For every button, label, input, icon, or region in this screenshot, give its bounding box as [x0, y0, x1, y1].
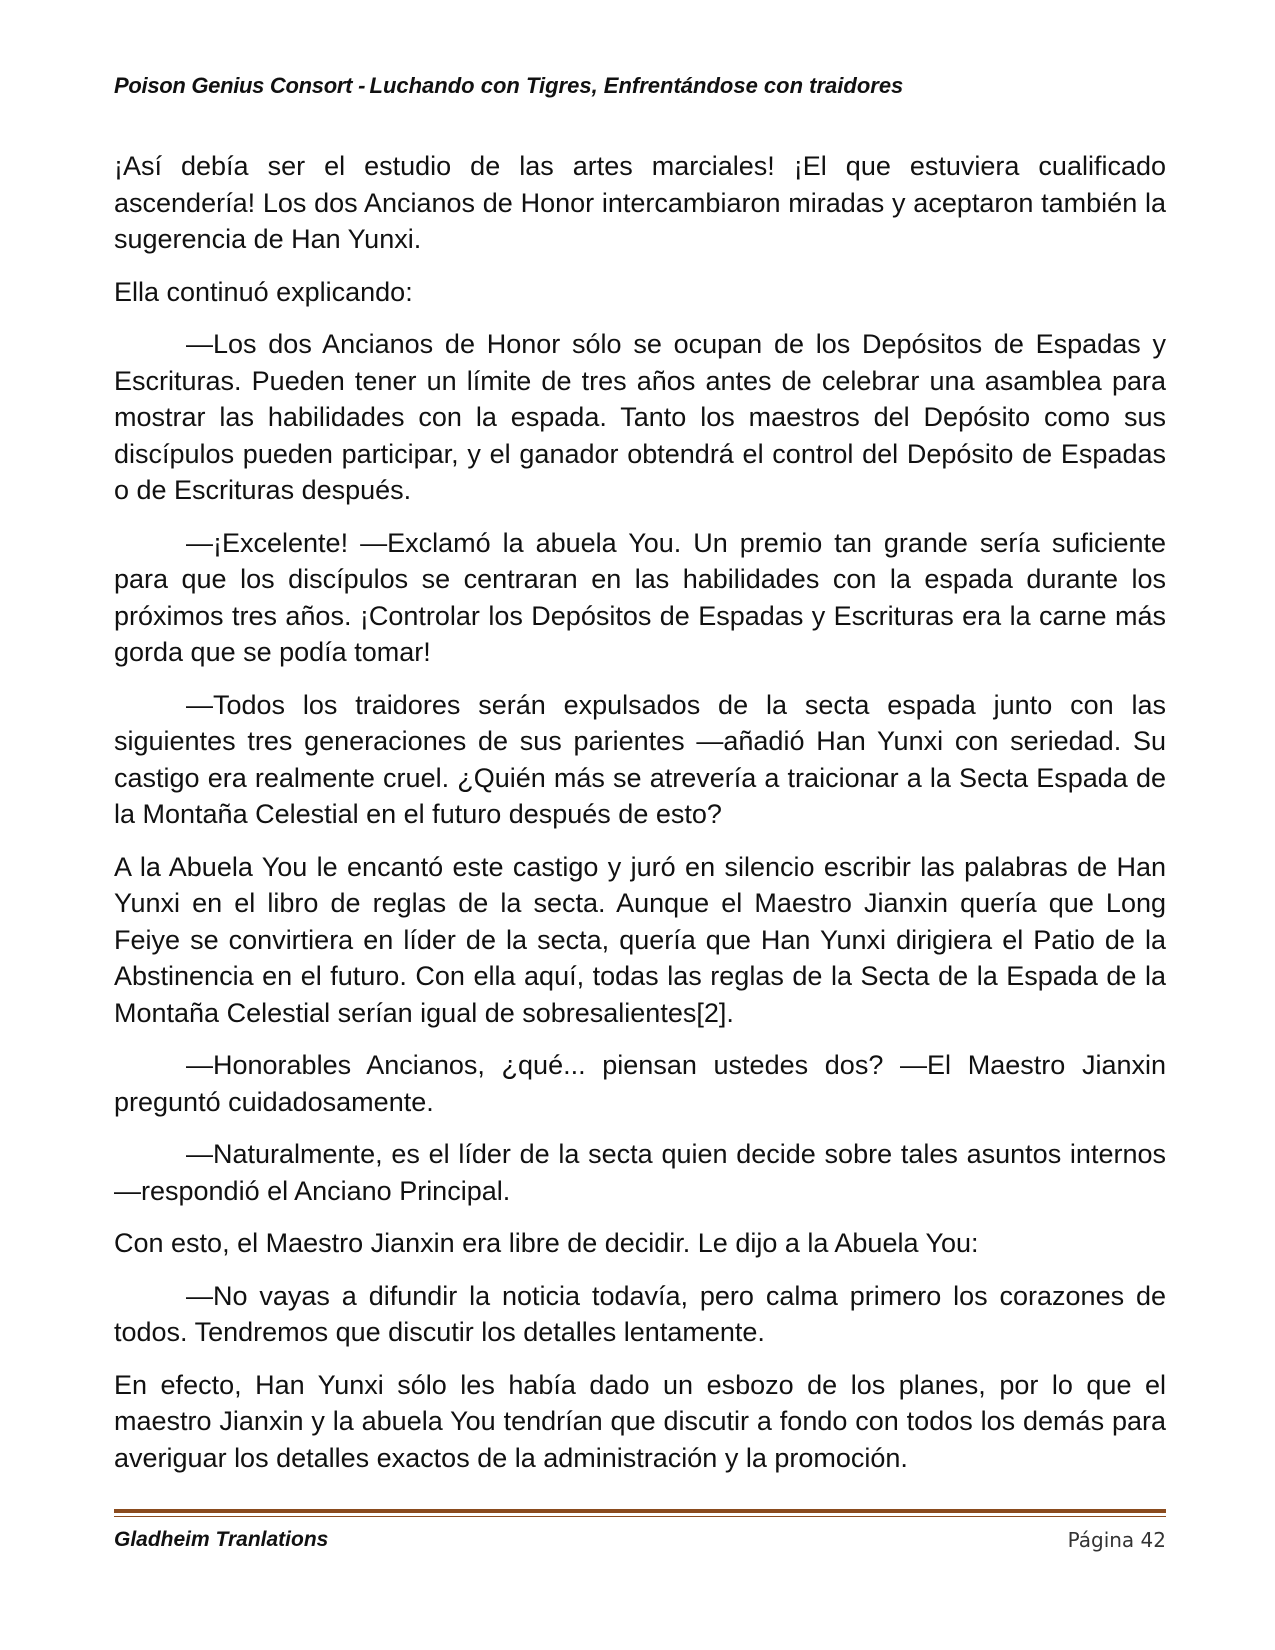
paragraph: Con esto, el Maestro Jianxin era libre de decidir. Le dijo a la Abuela You: [114, 1228, 979, 1258]
translator-credit: Gladheim Tranlations [114, 1528, 329, 1551]
dialogue-paragraph: —¡Excelente! —Exclamó la abuela You. Un premio tan grande sería suficiente para que los discípulos se centraran en las habilidades con la espada durante los próximos tres años. ¡Controlar los Depósitos de Espadas y Escrituras era la carne más gorda que se podía tomar! [114, 527, 1166, 667]
dialogue-paragraph: —No vayas a difundir la noticia todavía, pero calma primero los corazones de todos. Tendremos que discutir los detalles lentamente. [114, 1280, 1166, 1347]
chapter-title: Luchando con Tigres, Enfrentándose con traidores [369, 73, 904, 98]
paragraph: ¡Así debía ser el estudio de las artes marciales! ¡El que estuviera cualificado ascendería! Los dos Ancianos de Honor intercambiaron miradas y aceptaron también la sugerencia de Han Yunxi. [114, 151, 1166, 254]
page-number: Página 42 [1067, 1528, 1166, 1552]
running-header [114, 73, 1164, 99]
dialogue-paragraph: —Los dos Ancianos de Honor sólo se ocupan de los Depósitos de Espadas y Escrituras. Pueden tener un límite de tres años antes de celebrar una asamblea para mostrar las habilidades con la espada. Tanto los maestros del Depósito como sus discípulos pueden participar, y el ganador obtendrá el control del Depósito de Espadas o de Escrituras después. [114, 329, 1166, 505]
footer-rule-thin [114, 1516, 1166, 1517]
header-separator: - [358, 73, 366, 98]
page-body [114, 148, 1166, 1492]
paragraph: Ella continuó explicando: [114, 276, 413, 307]
dialogue-paragraph: —Todos los traidores serán expulsados de la secta espada junto con las siguientes tres generaciones de sus parientes —añadió Han Yunxi con seriedad. Su castigo era realmente cruel. ¿Quién más se atrevería a traicionar a la Secta Espada de la Montaña Celestial en el futuro después de esto? [114, 689, 1166, 829]
paragraph: A la Abuela You le encantó este castigo y juró en silencio escribir las palabras de Han Yunxi en el libro de reglas de la secta. Aunque el Maestro Jianxin quería que Long Feiye se convirtiera en líder de la secta, quería que Han Yunxi dirigiera el Patio de la Abstinencia en el futuro. Con ella aquí, todas las reglas de la Secta de la Espada de la Montaña Celestial serían igual de sobresalientes[2]. [114, 851, 1166, 1028]
footer-rule [114, 1509, 1166, 1513]
dialogue-paragraph: —Naturalmente, es el líder de la secta quien decide sobre tales asuntos internos —respondió el Anciano Principal. [114, 1139, 1166, 1206]
paragraph: En efecto, Han Yunxi sólo les había dado un esbozo de los planes, por lo que el maestro Jianxin y la abuela You tendrían que discutir a fondo con todos los demás para averiguar los detalles exactos de la administración y la promoción. [114, 1369, 1166, 1473]
dialogue-paragraph: —Honorables Ancianos, ¿qué... piensan ustedes dos? —El Maestro Jianxin preguntó cuidadosamente. [114, 1050, 1166, 1117]
book-title: Poison Genius Consort [114, 73, 353, 98]
